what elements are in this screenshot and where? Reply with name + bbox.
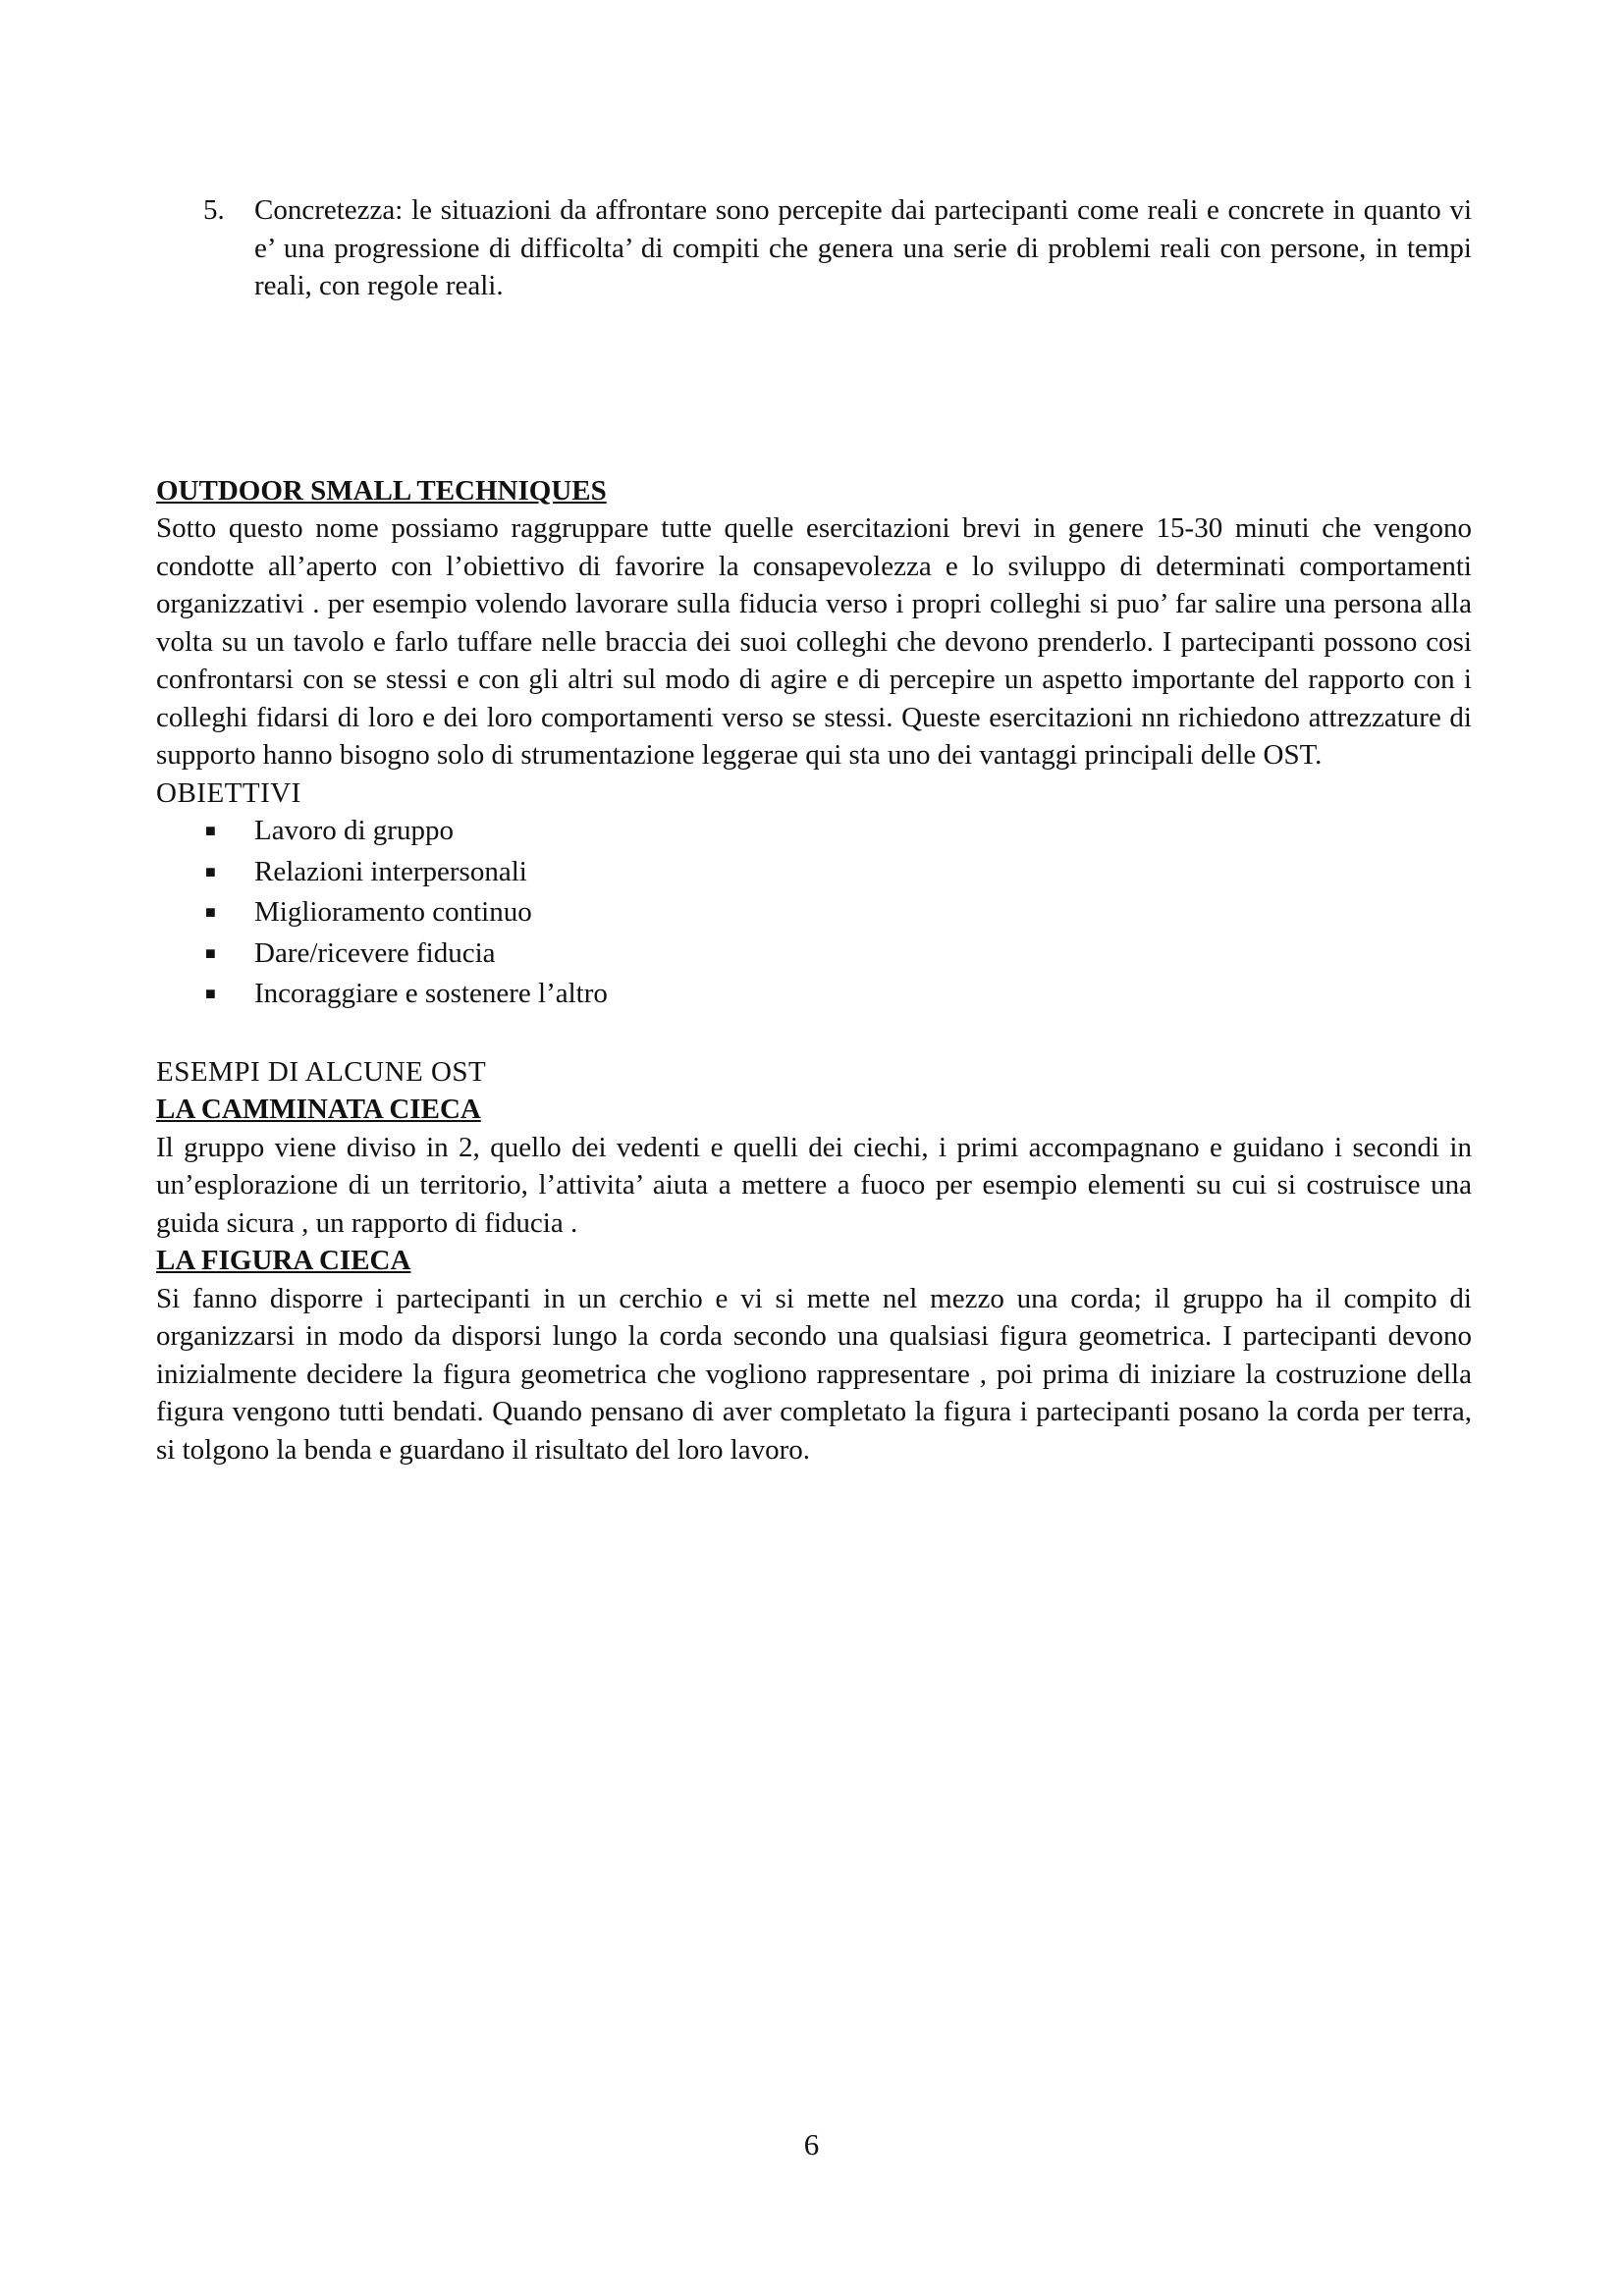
list-item (156, 934, 1472, 976)
heading-figura-cieca: LA FIGURA CIECA (156, 1245, 411, 1276)
list-item (156, 893, 1472, 934)
heading-camminata-cieca: LA CAMMINATA CIECA (156, 1094, 481, 1125)
list-item (156, 975, 1472, 1016)
square-bullet-icon: ■ (205, 902, 216, 922)
list-item-number: 5. (203, 194, 225, 226)
ost-paragraph: Sotto questo nome possiamo raggruppare tutte quelle esercitazioni brevi in genere 15-30 minuti che vengono condotte all’aperto con l’obiettivo di favorire la consapevolezza e lo sviluppo di determinati comportamenti organizzativi . per esempio volendo lavorare sulla fiducia verso i propri colleghi si puo’ far salire una persona alla volta su un tavolo e farlo tuffare nelle braccia dei suoi colleghi che devono prenderlo. I partecipanti possono cosi confrontarsi con se stessi e con gli altri sul modo di agire e di percepire un aspetto importante del rapporto con i colleghi fidarsi di loro e dei loro comportamenti verso se stessi. Queste esercitazioni nn richiedono attrezzature di supporto hanno bisogno solo di strumentazione leggerae qui sta uno dei vantaggi principali delle OST. (156, 512, 1472, 771)
objective-text: Relazioni interpersonali (254, 855, 527, 887)
objective-text: Lavoro di gruppo (254, 815, 454, 846)
objectives-list (156, 812, 1472, 1016)
figura-paragraph: Si fanno disporre i partecipanti in un cerchio e vi si mette nel mezzo una corda; il gruppo ha il compito di organizzarsi in modo da disporsi lungo la corda secondo una qualsiasi figura geometrica. I partecipanti devono inizialmente decidere la figura geometrica che vogliono rappresentare , poi prima di iniziare la costruzione della figura vengono tutti bendati. Quando pensano di aver completato la figura i partecipanti posano la corda per terra, si tolgono la benda e guardano il risultato del loro lavoro. (156, 1282, 1472, 1466)
section-gap (156, 305, 1472, 472)
examples-label: ESEMPI DI ALCUNE OST (156, 1055, 487, 1088)
objectives-label: OBIETTIVI (156, 776, 301, 809)
section-gap (156, 1016, 1472, 1053)
square-bullet-icon: ■ (205, 821, 216, 840)
list-item (156, 853, 1472, 894)
section-heading-ost: OUTDOOR SMALL TECHNIQUES (156, 474, 607, 507)
square-bullet-icon: ■ (205, 984, 216, 1003)
list-item-text: Concretezza: le situazioni da affrontare sono percepite dai partecipanti come reali e concrete in quanto vi e’ una progressione di difficolta’ di compiti che genera una serie di problemi reali con persone, in tempi reali, con regole reali. (254, 194, 1472, 301)
objective-text: Dare/ricevere fiducia (254, 936, 496, 969)
numbered-list-item (156, 191, 1472, 305)
square-bullet-icon: ■ (205, 942, 216, 963)
square-bullet-icon: ■ (205, 861, 216, 881)
camminata-paragraph: Il gruppo viene diviso in 2, quello dei vedenti e quelli dei ciechi, i primi accompagnano e guidano i secondi in un’esplorazione di un territorio, l’attivita’ aiuta a mettere a fuoco per esempio elementi su cui si costruisce una guida sicura , un rapporto di fiducia . (156, 1131, 1472, 1239)
objective-text: Miglioramento continuo (254, 896, 532, 928)
page-number: 6 (803, 2127, 820, 2162)
page-content (156, 191, 1472, 1468)
objective-text: Incoraggiare e sostenere l’altro (254, 978, 608, 1009)
list-item (156, 812, 1472, 853)
